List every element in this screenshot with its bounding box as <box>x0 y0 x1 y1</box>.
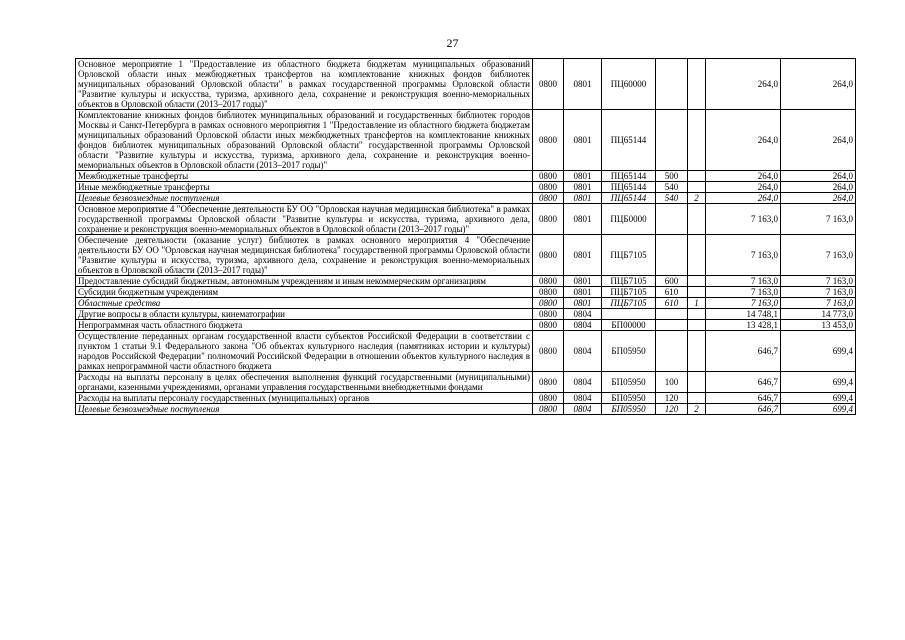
cell-funding-code <box>688 235 706 276</box>
cell-subsection: 0801 <box>564 287 602 298</box>
cell-amount-first-year: 14 748,1 <box>706 309 781 320</box>
cell-funding-code <box>688 204 706 235</box>
cell-expense-type <box>656 59 688 110</box>
cell-amount-first-year: 646,7 <box>706 393 781 404</box>
cell-funding-code <box>688 171 706 182</box>
cell-expense-type <box>656 331 688 372</box>
cell-amount-second-year: 14 773,0 <box>781 309 856 320</box>
cell-funding-code <box>688 393 706 404</box>
cell-description: Обеспечение деятельности (оказание услуг) библиотек в рамках основного мероприятия 4 "Обеспечение деятельности БУ ОО "Орловская научная медицинская библиотека" государственной программы Орловской области "Развитие культуры и искусства, туризма, архивного дела, сохранение и реконструкция военно-мемориальных объектов в Орловской области (2013–2017 годы)" <box>76 235 533 276</box>
cell-funding-code <box>688 110 706 171</box>
table-row <box>76 171 856 182</box>
table-row <box>76 287 856 298</box>
cell-expense-type <box>656 320 688 331</box>
cell-description: Целевые безвозмездные поступления <box>76 404 533 415</box>
cell-description: Основное мероприятие 4 "Обеспечение деятельности БУ ОО "Орловская научная медицинская библиотека" в рамках государственной программы Орловской области "Развитие культуры и искусства, туризма, архивного дела, сохранение и реконструкция военно-мемориальных объектов в Орловской области (2013–2017 годы)" <box>76 204 533 235</box>
table-row <box>76 309 856 320</box>
cell-expense-type: 610 <box>656 287 688 298</box>
cell-description: Непрограммная часть областного бюджета <box>76 320 533 331</box>
cell-amount-first-year: 646,7 <box>706 331 781 372</box>
cell-expense-type: 120 <box>656 393 688 404</box>
cell-subsection: 0801 <box>564 171 602 182</box>
cell-description: Субсидии бюджетным учреждениям <box>76 287 533 298</box>
cell-expense-type: 610 <box>656 298 688 309</box>
cell-amount-first-year: 7 163,0 <box>706 298 781 309</box>
cell-subsection: 0801 <box>564 276 602 287</box>
cell-amount-second-year: 7 163,0 <box>781 298 856 309</box>
cell-funding-code <box>688 309 706 320</box>
cell-section: 0800 <box>533 393 564 404</box>
cell-amount-first-year: 7 163,0 <box>706 287 781 298</box>
cell-subsection: 0804 <box>564 404 602 415</box>
cell-target-article: ПЦ60000 <box>602 59 656 110</box>
cell-target-article: БП05950 <box>602 404 656 415</box>
cell-subsection: 0801 <box>564 298 602 309</box>
cell-subsection: 0801 <box>564 59 602 110</box>
cell-amount-second-year: 7 163,0 <box>781 287 856 298</box>
cell-expense-type: 120 <box>656 404 688 415</box>
cell-amount-first-year: 264,0 <box>706 110 781 171</box>
cell-description: Осуществление переданных органам государственной власти субъектов Российской Федерации в соответствии с пунктом 1 статьи 9.1 Федерального закона "Об объектах культурного наследия (памятниках истории и культуры) народов Российской Федерации" полномочий Российской Федерации в отношении объектов культурного наследия в рамках непрограммной части областного бюджета <box>76 331 533 372</box>
cell-subsection: 0801 <box>564 182 602 193</box>
cell-target-article: БП05950 <box>602 331 656 372</box>
cell-subsection: 0804 <box>564 320 602 331</box>
cell-funding-code <box>688 182 706 193</box>
table-row <box>76 235 856 276</box>
table-row <box>76 404 856 415</box>
cell-subsection: 0804 <box>564 331 602 372</box>
cell-target-article: ПЦ65144 <box>602 110 656 171</box>
cell-amount-second-year: 7 163,0 <box>781 204 856 235</box>
cell-target-article: ПЦБ7105 <box>602 276 656 287</box>
cell-expense-type: 100 <box>656 372 688 393</box>
cell-amount-first-year: 7 163,0 <box>706 235 781 276</box>
cell-amount-first-year: 13 428,1 <box>706 320 781 331</box>
cell-expense-type: 500 <box>656 171 688 182</box>
cell-amount-first-year: 264,0 <box>706 171 781 182</box>
cell-subsection: 0804 <box>564 393 602 404</box>
cell-description: Областные средства <box>76 298 533 309</box>
table-row <box>76 182 856 193</box>
cell-expense-type <box>656 309 688 320</box>
cell-description: Расходы на выплаты персоналу в целях обеспечения выполнения функций государственными (муниципальными) органами, казенными учреждениями, органами управления государственными внебюджетными фондами <box>76 372 533 393</box>
cell-section: 0800 <box>533 298 564 309</box>
cell-expense-type <box>656 235 688 276</box>
table-row <box>76 59 856 110</box>
cell-amount-first-year: 264,0 <box>706 182 781 193</box>
cell-subsection: 0801 <box>564 110 602 171</box>
table-row <box>76 276 856 287</box>
cell-description: Предоставление субсидий бюджетным, автономным учреждениям и иным некоммерческим организациям <box>76 276 533 287</box>
cell-section: 0800 <box>533 320 564 331</box>
cell-expense-type: 540 <box>656 182 688 193</box>
budget-table <box>75 58 856 415</box>
cell-section: 0800 <box>533 193 564 204</box>
cell-funding-code <box>688 59 706 110</box>
cell-expense-type <box>656 204 688 235</box>
cell-amount-second-year: 264,0 <box>781 59 856 110</box>
cell-section: 0800 <box>533 309 564 320</box>
cell-amount-second-year: 264,0 <box>781 193 856 204</box>
cell-section: 0800 <box>533 182 564 193</box>
table-row <box>76 110 856 171</box>
cell-amount-second-year: 699,4 <box>781 393 856 404</box>
cell-amount-second-year: 264,0 <box>781 182 856 193</box>
table-row <box>76 298 856 309</box>
cell-funding-code <box>688 320 706 331</box>
cell-amount-first-year: 7 163,0 <box>706 204 781 235</box>
cell-section: 0800 <box>533 276 564 287</box>
cell-expense-type: 540 <box>656 193 688 204</box>
cell-funding-code: 1 <box>688 298 706 309</box>
cell-section: 0800 <box>533 404 564 415</box>
cell-amount-first-year: 7 163,0 <box>706 276 781 287</box>
cell-amount-first-year: 264,0 <box>706 59 781 110</box>
cell-description: Комплектование книжных фондов библиотек муниципальных образований и государственных библиотек городов Москвы и Санкт-Петербурга в рамках основного мероприятия 1 "Предоставление из областного бюджета бюджетам муниципальных образований Орловской области иных межбюджетных трансфертов на комплектование книжных фондов библиотек муниципальных образований Орловской области" государственной программы Орловской области "Развитие культуры и искусства, туризма, архивного дела, сохранение и реконструкция военно-мемориальных объектов в Орловской области (2013–2017 годы)" <box>76 110 533 171</box>
cell-amount-second-year: 264,0 <box>781 110 856 171</box>
table-row <box>76 372 856 393</box>
cell-funding-code <box>688 372 706 393</box>
cell-amount-second-year: 13 453,0 <box>781 320 856 331</box>
cell-subsection: 0801 <box>564 193 602 204</box>
cell-subsection: 0801 <box>564 235 602 276</box>
cell-amount-second-year: 699,4 <box>781 404 856 415</box>
cell-expense-type <box>656 110 688 171</box>
cell-target-article: ПЦБ0000 <box>602 204 656 235</box>
cell-amount-second-year: 699,4 <box>781 372 856 393</box>
cell-amount-second-year: 699,4 <box>781 331 856 372</box>
table-row <box>76 204 856 235</box>
cell-funding-code <box>688 276 706 287</box>
cell-subsection: 0804 <box>564 309 602 320</box>
cell-description: Иные межбюджетные трансферты <box>76 182 533 193</box>
table-row <box>76 193 856 204</box>
cell-section: 0800 <box>533 331 564 372</box>
cell-target-article: БП05950 <box>602 372 656 393</box>
cell-amount-second-year: 264,0 <box>781 171 856 182</box>
cell-description: Другие вопросы в области культуры, кинематографии <box>76 309 533 320</box>
cell-target-article: ПЦБ7105 <box>602 298 656 309</box>
cell-section: 0800 <box>533 171 564 182</box>
cell-section: 0800 <box>533 59 564 110</box>
cell-funding-code <box>688 287 706 298</box>
cell-target-article: БП00000 <box>602 320 656 331</box>
cell-target-article <box>602 309 656 320</box>
table-row <box>76 331 856 372</box>
cell-description: Расходы на выплаты персоналу государственных (муниципальных) органов <box>76 393 533 404</box>
cell-expense-type: 600 <box>656 276 688 287</box>
cell-section: 0800 <box>533 235 564 276</box>
cell-target-article: ПЦ65144 <box>602 171 656 182</box>
cell-funding-code: 2 <box>688 404 706 415</box>
cell-target-article: БП05950 <box>602 393 656 404</box>
cell-section: 0800 <box>533 204 564 235</box>
cell-description: Основное мероприятие 1 "Предоставление из областного бюджета бюджетам муниципальных образований Орловской области иных межбюджетных трансфертов на комплектование книжных фондов библиотек муниципальных образований Орловской области" в рамках государственной программы Орловской области "Развитие культуры и искусства, туризма, архивного дела, сохранение и реконструкция военно-мемориальных объектов в Орловской области (2013–2017 годы)" <box>76 59 533 110</box>
cell-amount-first-year: 264,0 <box>706 193 781 204</box>
cell-target-article: ПЦБ7105 <box>602 235 656 276</box>
cell-subsection: 0804 <box>564 372 602 393</box>
cell-section: 0800 <box>533 372 564 393</box>
table-row <box>76 320 856 331</box>
cell-target-article: ПЦ65144 <box>602 182 656 193</box>
cell-subsection: 0801 <box>564 204 602 235</box>
table-row <box>76 393 856 404</box>
cell-funding-code: 2 <box>688 193 706 204</box>
cell-target-article: ПЦ65144 <box>602 193 656 204</box>
page-number: 27 <box>446 36 459 50</box>
cell-target-article: ПЦБ7105 <box>602 287 656 298</box>
cell-amount-second-year: 7 163,0 <box>781 235 856 276</box>
cell-section: 0800 <box>533 110 564 171</box>
cell-section: 0800 <box>533 287 564 298</box>
cell-funding-code <box>688 331 706 372</box>
cell-description: Целевые безвозмездные поступления <box>76 193 533 204</box>
cell-description: Межбюджетные трансферты <box>76 171 533 182</box>
cell-amount-first-year: 646,7 <box>706 404 781 415</box>
cell-amount-first-year: 646,7 <box>706 372 781 393</box>
cell-amount-second-year: 7 163,0 <box>781 276 856 287</box>
